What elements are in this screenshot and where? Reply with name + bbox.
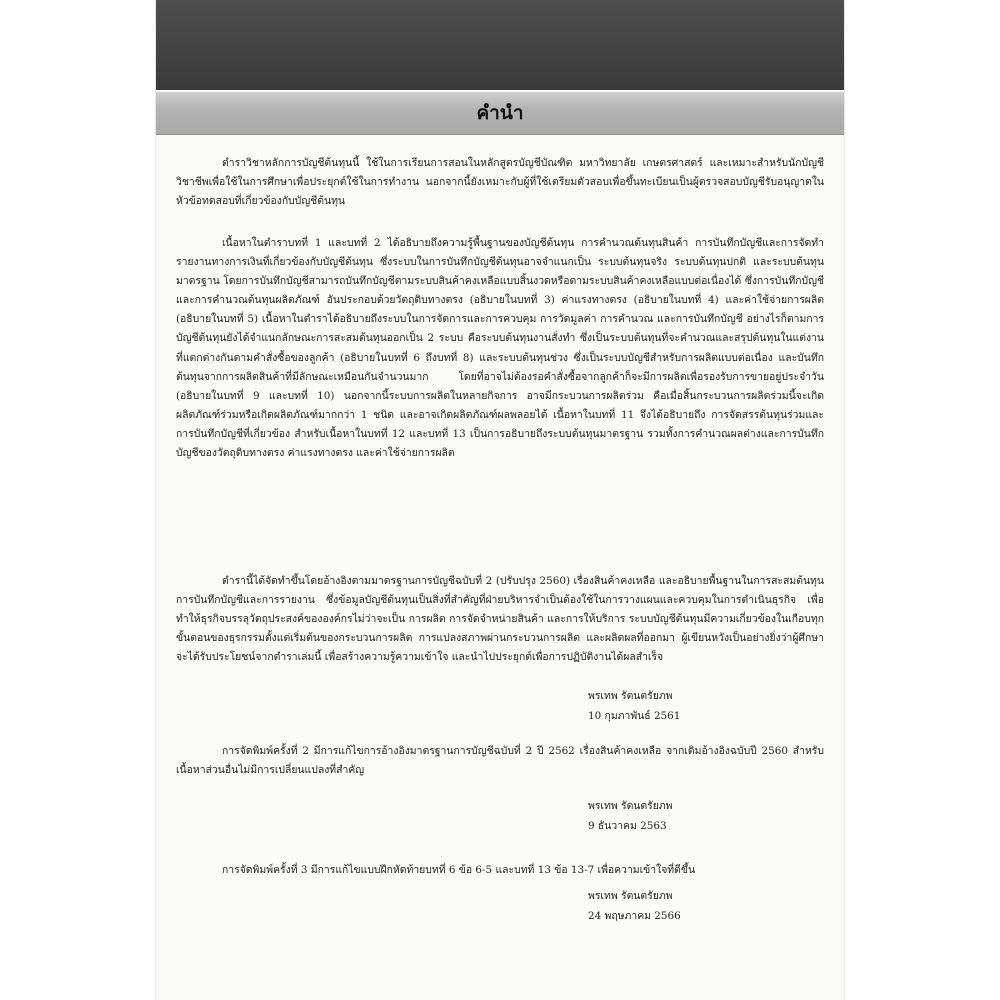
signature-date: 10 กุมภาพันธ์ 2561 [588,710,681,722]
signature-block-1 [588,686,680,726]
signature-name: พรเทพ รัตนตรัยภพ [588,890,673,902]
paragraph-intro: ตำราวิชาหลักการบัญชีต้นทุนนี้ ใช้ในการเรียนการสอนในหลักสูตรบัญชีบัณฑิต มหาวิทยาลัย เกษตรศาสตร์ และเหมาะสำหรับนักบัญชีวิชาชีพเพื่อใช้ในการศึกษาเพื่อประยุกต์ใช้ในการทำงาน นอกจากนี้ยังเหมาะกับผู้ที่ใช้เตรียมตัวสอบเพื่อขึ้นทะเบียนเป็นผู้ตรวจสอบบัญชีรับอนุญาตในหัวข้อทดสอบที่เกี่ยวข้องกับบัญชีต้นทุน [176,157,824,208]
preface-content [156,134,844,1000]
paragraph-third-edition: การจัดพิมพ์ครั้งที่ 3 มีการแก้ไขแบบฝึกหัดท้ายบทที่ 6 ข้อ 6-5 และบทที่ 13 ข้อ 13-7 เพื่อความเข้าใจที่ดีขึ้น [222,864,696,876]
signature-name: พรเทพ รัตนตรัยภพ [588,800,673,812]
page-title: คำนำ [476,102,524,124]
signature-date: 24 พฤษภาคม 2566 [588,910,681,922]
signature-block-3 [588,886,681,926]
book-page [155,0,845,1000]
paragraph-second-edition: การจัดพิมพ์ครั้งที่ 2 มีการแก้ไขการอ้างอิงมาตรฐานการบัญชีฉบับที่ 2 ปี 2562 เรื่องสินค้าคงเหลือ จากเดิมอ้างอิงฉบับปี 2560 สำหรับเนื้อหาส่วนอื่นไม่มีการเปลี่ยนแปลงที่สำคัญ [176,745,824,777]
signature-name: พรเทพ รัตนตรัยภพ [588,690,673,702]
header-dark-band [156,0,844,90]
title-bar [156,92,844,135]
paragraph-standards: ตำรานี้ได้จัดทำขึ้นโดยอ้างอิงตามมาตรฐานการบัญชีฉบับที่ 2 (ปรับปรุง 2560) เรื่องสินค้าคงเหลือ และอธิบายพื้นฐานในการสะสมต้นทุน การบันทึกบัญชีและการรายงาน ซึ่งข้อมูลบัญชีต้นทุนเป็นสิ่งที่สำคัญที่ฝ่ายบริหารจำเป็นต้องใช้ในการวางแผนและควบคุมในการดำเนินธุรกิจ เพื่อทำให้ธุรกิจบรรลุวัตถุประสงค์ขององค์กรไม่ว่าจะเป็น การผลิต การจัดจำหน่ายสินค้า และการให้บริการ ระบบบัญชีต้นทุนมีความเกี่ยวข้องในเกือบทุกขั้นตอนของธุรกรรมตั้งแต่เริ่มต้นของกระบวนการผลิต การแปลงสภาพผ่านกระบวนการผลิต และผลิตผลที่ออกมา ผู้เขียนหวังเป็นอย่างยิ่งว่าผู้ศึกษาจะได้รับประโยชน์จากตำราเล่มนี้ เพื่อสร้างความรู้ความเข้าใจ และนำไปประยุกต์เพื่อการปฏิบัติงานได้ผลสำเร็จ [176,575,824,664]
signature-date: 9 ธันวาคม 2563 [588,820,667,832]
paragraph-contents: เนื้อหาในตำราบทที่ 1 และบทที่ 2 ได้อธิบายถึงความรู้พื้นฐานของบัญชีต้นทุน การคำนวณต้นทุนสินค้า การบันทึกบัญชีและการจัดทำรายงานทางการเงินที่เกี่ยวข้องกับบัญชีต้นทุน ซึ่งระบบในการบันทึกบัญชีต้นทุนอาจจำแนกเป็น ระบบต้นทุนจริง ระบบต้นทุนปกติ และระบบต้นทุนมาตรฐาน โดยการบันทึกบัญชีสามารถบันทึกบัญชีตามระบบสินค้าคงเหลือแบบสิ้นงวดหรือตามระบบสินค้าคงเหลือแบบต่อเนื่องได้ ซึ่งการบันทึกบัญชีและการคำนวณต้นทุนผลิตภัณฑ์ อันประกอบด้วยวัตถุดิบทางตรง (อธิบายในบทที่ 3) ค่าแรงทางตรง (อธิบายในบทที่ 4) และค่าใช้จ่ายการผลิต (อธิบายในบทที่ 5) เนื้อหาในตำราได้อธิบายถึงระบบในการจัดการและการควบคุม การวัดมูลค่า การคำนวณ และการบันทึกบัญชี อย่างไรก็ตามการบัญชีต้นทุนยังได้จำแนกลักษณะการสะสมต้นทุนออกเป็น 2 ระบบ คือระบบต้นทุนงานสั่งทำ ซึ่งเป็นระบบต้นทุนที่จะคำนวณและสรุปต้นทุนในแต่งานที่แตกต่างกันตามคำสั่งซื้อของลูกค้า (อธิบายในบทที่ 6 ถึงบทที่ 8) และระบบต้นทุนช่วง ซึ่งเป็นระบบบัญชีสำหรับการผลิตแบบต่อเนื่อง และบันทึกต้นทุนจากการผลิตสินค้าที่มีลักษณะเหมือนกันจำนวนมาก โดยที่อาจไม่ต้องรอคำสั่งซื้อจากลูกค้าก็จะมีการผลิตเพื่อรองรับการขายอยู่ประจำวัน (อธิบายในบทที่ 9 และบทที่ 10) นอกจากนี้ระบบการผลิตในหลายกิจการ อาจมีกระบวนการผลิตร่วม คือเมื่อสิ้นกระบวนการผลิตร่วมนี้จะเกิดผลิตภัณฑ์ร่วมหรือเกิดผลิตภัณฑ์มากกว่า 1 ชนิด และอาจเกิดผลิตภัณฑ์ผลพลอยได้ เนื้อหาในบทที่ 11 จึงได้อธิบายถึง การจัดสรรต้นทุนร่วมและการบันทึกบัญชีที่เกี่ยวข้อง สำหรับเนื้อหาในบทที่ 12 และบทที่ 13 เป็นการอธิบายถึงระบบต้นทุนมาตรฐาน รวมทั้งการคำนวณผลต่างและการบันทึกบัญชีของวัตถุดิบทางตรง ค่าแรงทางตรง และค่าใช้จ่ายการผลิต [176,237,824,460]
signature-block-2 [588,796,673,836]
